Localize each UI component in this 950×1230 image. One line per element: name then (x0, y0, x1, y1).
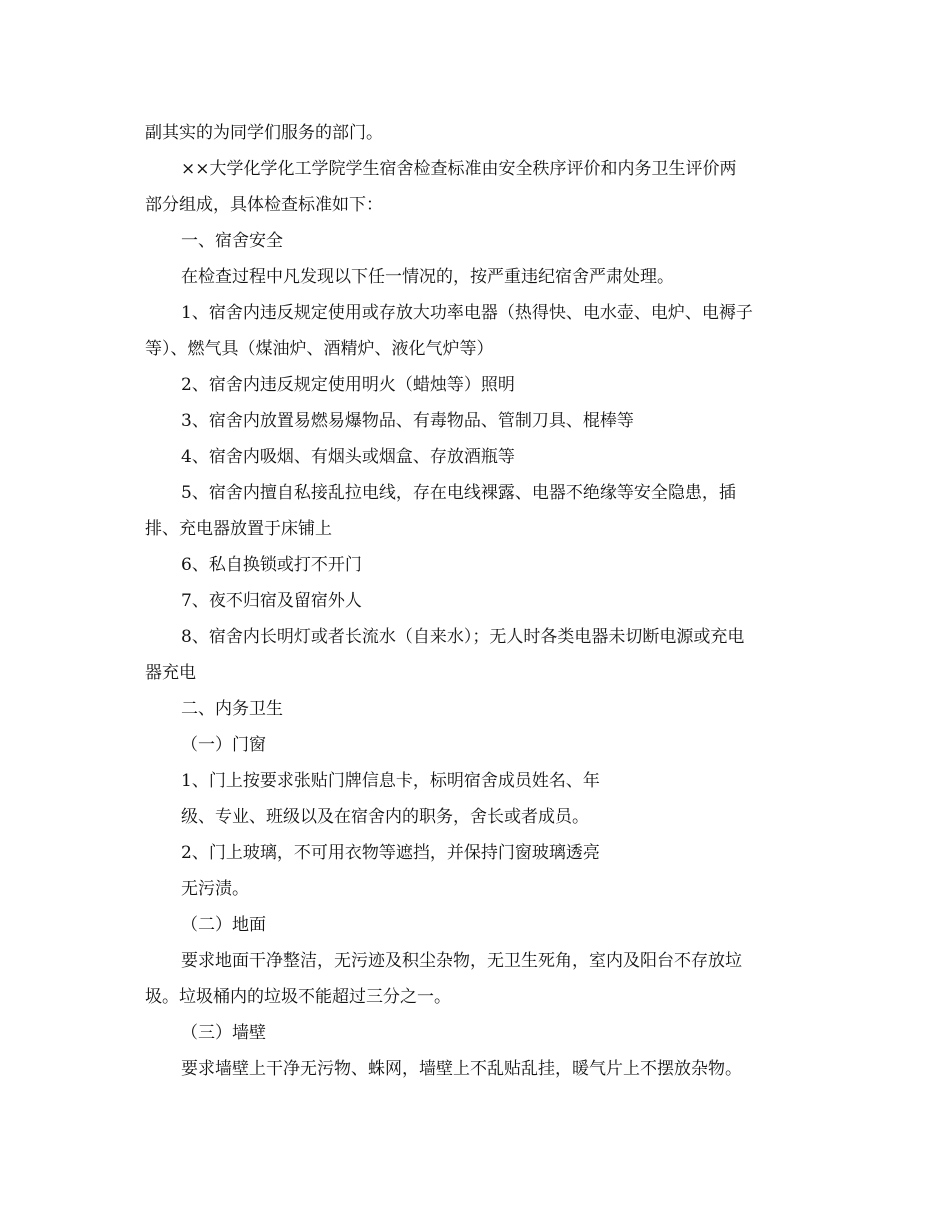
text-line: 排、充电器放置于床铺上 (145, 519, 332, 539)
subsection-heading-floor: （二）地面 (181, 915, 266, 935)
list-item: 1、宿舍内违反规定使用或存放大功率电器（热得快、电水壶、电炉、电褥子 (181, 303, 753, 323)
list-item: 5、宿舍内擅自私接乱拉电线，存在电线裸露、电器不绝缘等安全隐患，插 (181, 483, 736, 503)
subsection-heading-doors-windows: （一）门窗 (181, 735, 266, 755)
list-item: 6、私自换锁或打不开门 (181, 555, 362, 575)
text-line: 在检查过程中凡发现以下任一情况的，按严重违纪宿舍严肃处理。 (181, 267, 674, 287)
list-item: 2、宿舍内违反规定使用明火（蜡烛等）照明 (181, 375, 515, 395)
section-heading-safety: 一、宿舍安全 (181, 231, 283, 251)
text-line: 等）、燃气具（煤油炉、酒精炉、液化气炉等） (145, 339, 494, 359)
section-heading-hygiene: 二、内务卫生 (181, 699, 283, 719)
text-line: ××大学化学化工学院学生宿舍检查标准由安全秩序评价和内务卫生评价两 (181, 159, 737, 179)
list-item: 7、夜不归宿及留宿外人 (181, 591, 362, 611)
text-line: 要求墙壁上干净无污物、蛛网，墙壁上不乱贴乱挂，暖气片上不摆放杂物。 (181, 1059, 742, 1079)
document-body (145, 115, 815, 1087)
text-line: 级、专业、班级以及在宿舍内的职务，舍长或者成员。 (181, 807, 589, 827)
list-item: 3、宿舍内放置易燃易爆物品、有毒物品、管制刀具、棍棒等 (181, 411, 634, 431)
text-line: 无污渍。 (181, 879, 249, 899)
text-line: 圾。垃圾桶内的垃圾不能超过三分之一。 (145, 987, 451, 1007)
subsection-heading-walls: （三）墙壁 (181, 1023, 266, 1043)
list-item: 8、宿舍内长明灯或者长流水（自来水）；无人时各类电器未切断电源或充电 (181, 627, 745, 647)
text-line: 器充电 (145, 663, 196, 683)
list-item: 1、门上按要求张贴门牌信息卡，标明宿舍成员姓名、年 (181, 771, 600, 791)
text-line: 部分组成，具体检查标准如下： (145, 195, 383, 215)
text-line: 要求地面干净整洁，无污迹及积尘杂物，无卫生死角，室内及阳台不存放垃 (181, 951, 742, 971)
text-line: 副其实的为同学们服务的部门。 (145, 123, 383, 143)
list-item: 2、门上玻璃，不可用衣物等遮挡，并保持门窗玻璃透亮 (181, 843, 600, 863)
list-item: 4、宿舍内吸烟、有烟头或烟盒、存放酒瓶等 (181, 447, 515, 467)
